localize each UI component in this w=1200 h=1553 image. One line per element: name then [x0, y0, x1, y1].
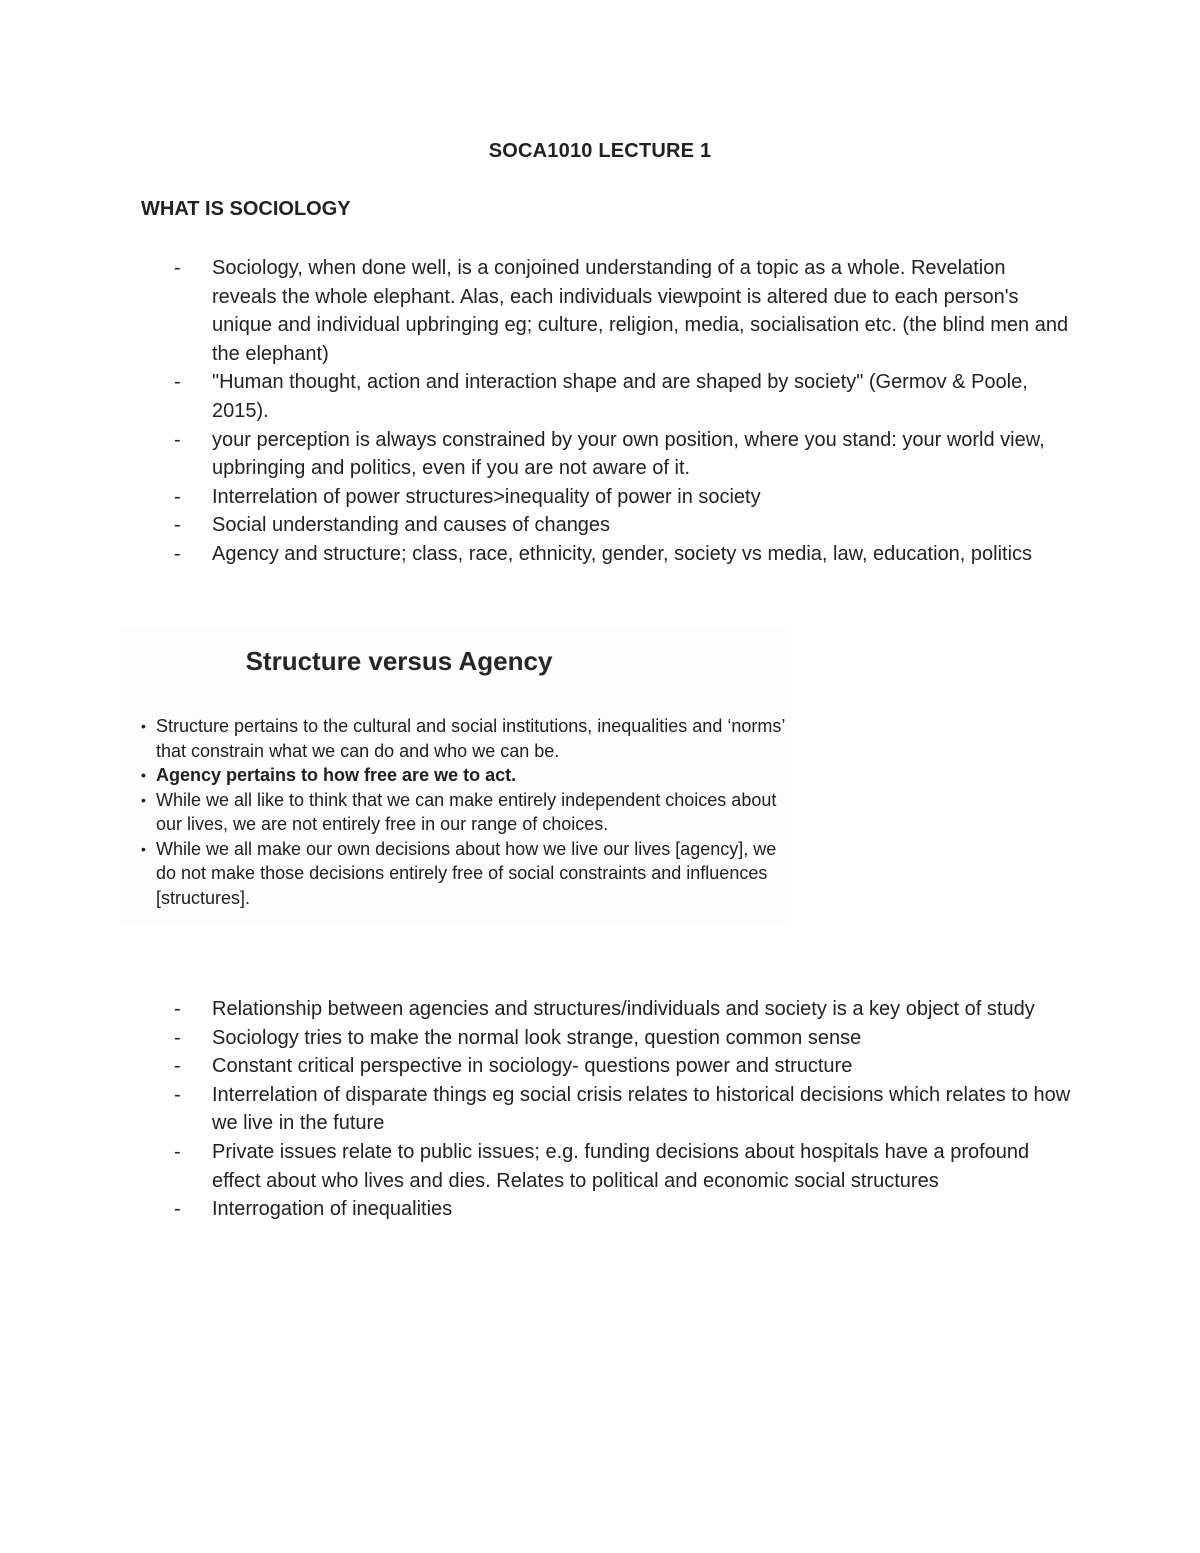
list-item — [141, 995, 1071, 1024]
bullet-marker: • — [141, 840, 146, 857]
dash-marker: - — [174, 514, 181, 537]
slide-bullet — [141, 714, 786, 763]
dash-marker: - — [174, 485, 181, 508]
list-item — [141, 426, 1071, 483]
list-item — [141, 511, 1071, 540]
dash-marker: - — [174, 1083, 181, 1106]
list-item-text: Sociology, when done well, is a conjoined understanding of a topic as a whole. Revelation reveals the whole elephant. Alas, each individuals viewpoint is altered due to each person's unique and individual upbringing eg; culture, religion, media, socialisation etc. (the blind men and the elephant) — [212, 257, 1069, 365]
list-item-text: Sociology tries to make the normal look strange, question common sense — [212, 1026, 862, 1049]
dash-marker: - — [174, 1055, 181, 1078]
list-item — [141, 1195, 1071, 1224]
slide-bullet-text: Agency pertains to how free are we to act. — [156, 765, 517, 785]
list-item — [141, 254, 1071, 368]
list-item-text: Private issues relate to public issues; e.g. funding decisions about hospitals have a profound effect about who lives and dies. Relates to political and economic social structures — [212, 1140, 1030, 1192]
bullet-marker: • — [141, 767, 146, 783]
list-item — [141, 483, 1071, 512]
list-item — [141, 1138, 1071, 1195]
dash-marker: - — [174, 998, 181, 1020]
section-heading: WHAT IS SOCIOLOGY — [141, 198, 351, 220]
list-item-text: your perception is always constrained by your own position, where you stand: your world view, upbringing and politics, even if you are not aware of it. — [212, 428, 1045, 480]
dash-marker: - — [174, 257, 181, 279]
list-item — [141, 368, 1071, 425]
notes-list-top — [141, 254, 1071, 569]
bullet-marker: • — [141, 718, 146, 734]
list-item — [141, 1024, 1071, 1053]
slide-bullet — [141, 763, 786, 788]
slide-bullet-text: Structure pertains to the cultural and social institutions, inequalities and ‘norms’ that constrain what we can do and who we can be. — [156, 716, 785, 761]
list-item-text: Social understanding and causes of changes — [212, 514, 611, 537]
document-title: SOCA1010 LECTURE 1 — [488, 140, 712, 162]
slide-bullet-text: While we all make our own decisions about how we live our lives [agency], we do not make those decisions entirely free of social constraints and influences [structures]. — [156, 838, 777, 908]
slide-bullet — [141, 837, 786, 911]
list-item-text: Interrelation of disparate things eg social crisis relates to historical decisions which relates to how we live in the future — [212, 1083, 1071, 1135]
list-item — [141, 1081, 1071, 1138]
slide-bullet — [141, 788, 786, 837]
dash-marker: - — [174, 371, 181, 394]
slide-bullet-text: While we all like to think that we can make entirely independent choices about our lives, we are not entirely free in our range of choices. — [156, 789, 777, 834]
list-item — [141, 540, 1071, 569]
list-item-text: Interrelation of power structures>inequality of power in society — [212, 485, 761, 508]
dash-marker: - — [174, 1026, 181, 1049]
slide-bullet-list — [141, 714, 786, 910]
list-item-text: "Human thought, action and interaction shape and are shaped by society" (Germov & Poole, 2015). — [212, 371, 1028, 422]
dash-marker: - — [174, 542, 181, 565]
dash-marker: - — [174, 1140, 181, 1163]
dash-marker: - — [174, 1198, 181, 1221]
list-item-text: Interrogation of inequalities — [212, 1198, 453, 1221]
notes-list-bottom — [141, 995, 1071, 1224]
slide-title: Structure versus Agency — [245, 646, 553, 676]
bullet-marker: • — [141, 791, 146, 808]
slide-image — [119, 630, 791, 922]
dash-marker: - — [174, 428, 181, 451]
list-item-text: Relationship between agencies and structures/individuals and society is a key object of study — [212, 998, 1035, 1020]
list-item-text: Constant critical perspective in sociology- questions power and structure — [212, 1055, 853, 1078]
list-item — [141, 1052, 1071, 1081]
list-item-text: Agency and structure; class, race, ethnicity, gender, society vs media, law, education, politics — [212, 542, 1033, 565]
